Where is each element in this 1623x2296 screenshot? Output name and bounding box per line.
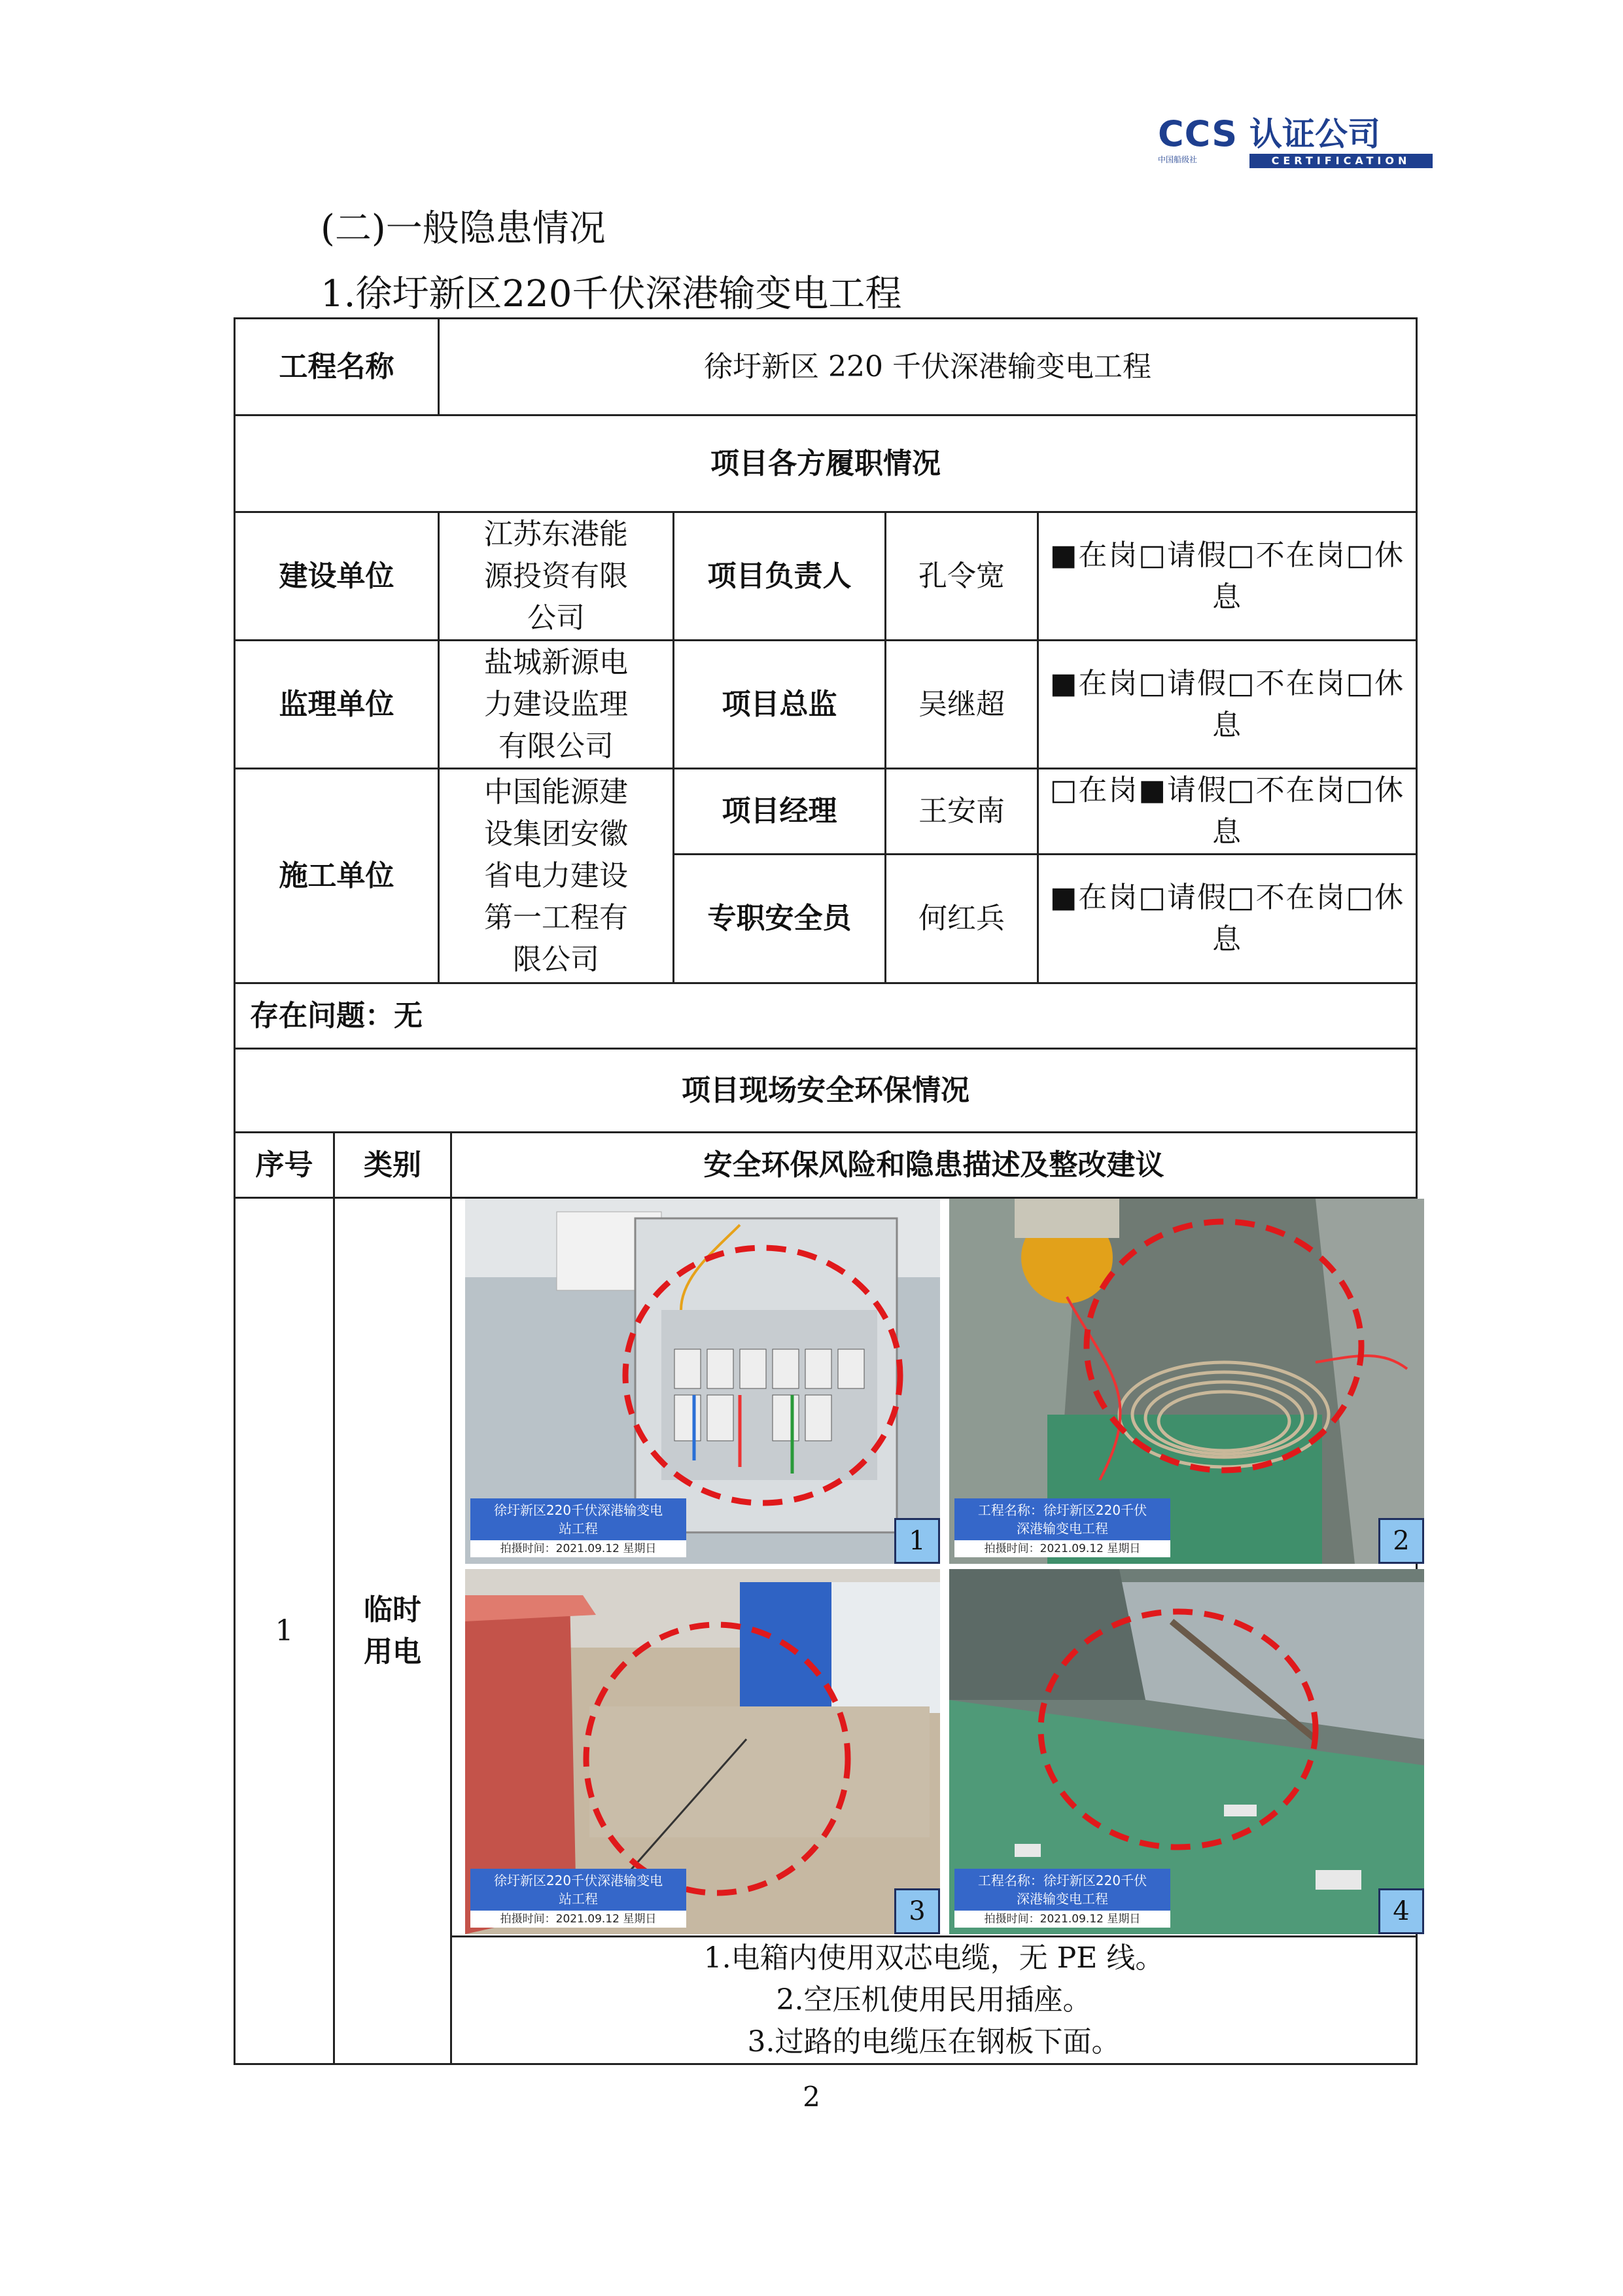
duty-status: ■在岗□请假□不在岗□休息 (1038, 855, 1417, 983)
hazard-item: 2.空压机使用民用插座。 (776, 1983, 1092, 2017)
site-photo-2 (949, 1199, 1424, 1564)
inspection-table (234, 317, 1418, 2065)
role-label: 项目负责人 (674, 512, 886, 641)
safety-section-title: 项目现场安全环保情况 (235, 1049, 1417, 1133)
logo-brand: CCS (1158, 113, 1238, 154)
role-label: 项目经理 (674, 769, 886, 855)
site-photo-4 (949, 1569, 1424, 1934)
unit-label: 监理单位 (235, 641, 439, 769)
site-photo-3 (465, 1569, 940, 1934)
role-label: 专职安全员 (674, 855, 886, 983)
role-label: 项目总监 (674, 641, 886, 769)
hazard-descriptions (451, 1937, 1417, 2064)
duty-status: ■在岗□请假□不在岗□休息 (1038, 641, 1417, 769)
person-name: 孔令宽 (886, 512, 1038, 641)
photo-number: 2 (1378, 1518, 1424, 1564)
logo-subtitle: 中国船级社 (1158, 155, 1198, 164)
person-name: 何红兵 (886, 855, 1038, 983)
photo-number: 4 (1378, 1888, 1424, 1934)
page-number: 2 (803, 2081, 820, 2113)
project-name-value: 徐圩新区 220 千伏深港输变电工程 (439, 319, 1417, 415)
unit-name: 盐城新源电 力建设监理 有限公司 (439, 641, 674, 769)
ccs-certification-logo (1158, 115, 1433, 167)
site-photo-1 (465, 1199, 940, 1564)
duty-section-title: 项目各方履职情况 (235, 415, 1417, 512)
col-category-header: 类别 (334, 1133, 451, 1198)
project-name-label: 工程名称 (235, 319, 439, 415)
photo-grid (451, 1198, 1417, 1937)
section-title: (二)一般隐患情况 (321, 207, 606, 250)
hazard-item: 1.电箱内使用双芯电缆，无 PE 线。 (703, 1941, 1164, 1975)
logo-name: 认证公司 (1249, 115, 1380, 153)
photo-watermark: 工程名称：徐圩新区220千伏 深港输变电工程 拍摄时间：2021.09.12 星期日 (954, 1869, 1170, 1928)
unit-name: 中国能源建 设集团安徽 省电力建设 第一工程有 限公司 (439, 769, 674, 983)
issues-text: 存在问题：无 (235, 983, 1417, 1049)
unit-label: 建设单位 (235, 512, 439, 641)
logo-english: CERTIFICATION (1249, 154, 1433, 168)
photo-watermark: 徐圩新区220千伏深港输变电 站工程 拍摄时间：2021.09.12 星期日 (470, 1498, 686, 1557)
photo-number: 1 (894, 1518, 940, 1564)
photo-watermark: 工程名称：徐圩新区220千伏 深港输变电工程 拍摄时间：2021.09.12 星期日 (954, 1498, 1170, 1557)
person-name: 王安南 (886, 769, 1038, 855)
duty-status: □在岗■请假□不在岗□休息 (1038, 769, 1417, 855)
row-category: 临时 用电 (334, 1198, 451, 2064)
unit-label: 施工单位 (235, 769, 439, 983)
col-no-header: 序号 (235, 1133, 334, 1198)
row-number: 1 (235, 1198, 334, 2064)
project-heading: 1.徐圩新区220千伏深港输变电工程 (321, 273, 902, 315)
photo-watermark: 徐圩新区220千伏深港输变电 站工程 拍摄时间：2021.09.12 星期日 (470, 1869, 686, 1928)
hazard-item: 3.过路的电缆压在钢板下面。 (747, 2025, 1121, 2058)
photo-number: 3 (894, 1888, 940, 1934)
person-name: 吴继超 (886, 641, 1038, 769)
duty-status: ■在岗□请假□不在岗□休息 (1038, 512, 1417, 641)
col-description-header: 安全环保风险和隐患描述及整改建议 (451, 1133, 1417, 1198)
unit-name: 江苏东港能 源投资有限 公司 (439, 512, 674, 641)
